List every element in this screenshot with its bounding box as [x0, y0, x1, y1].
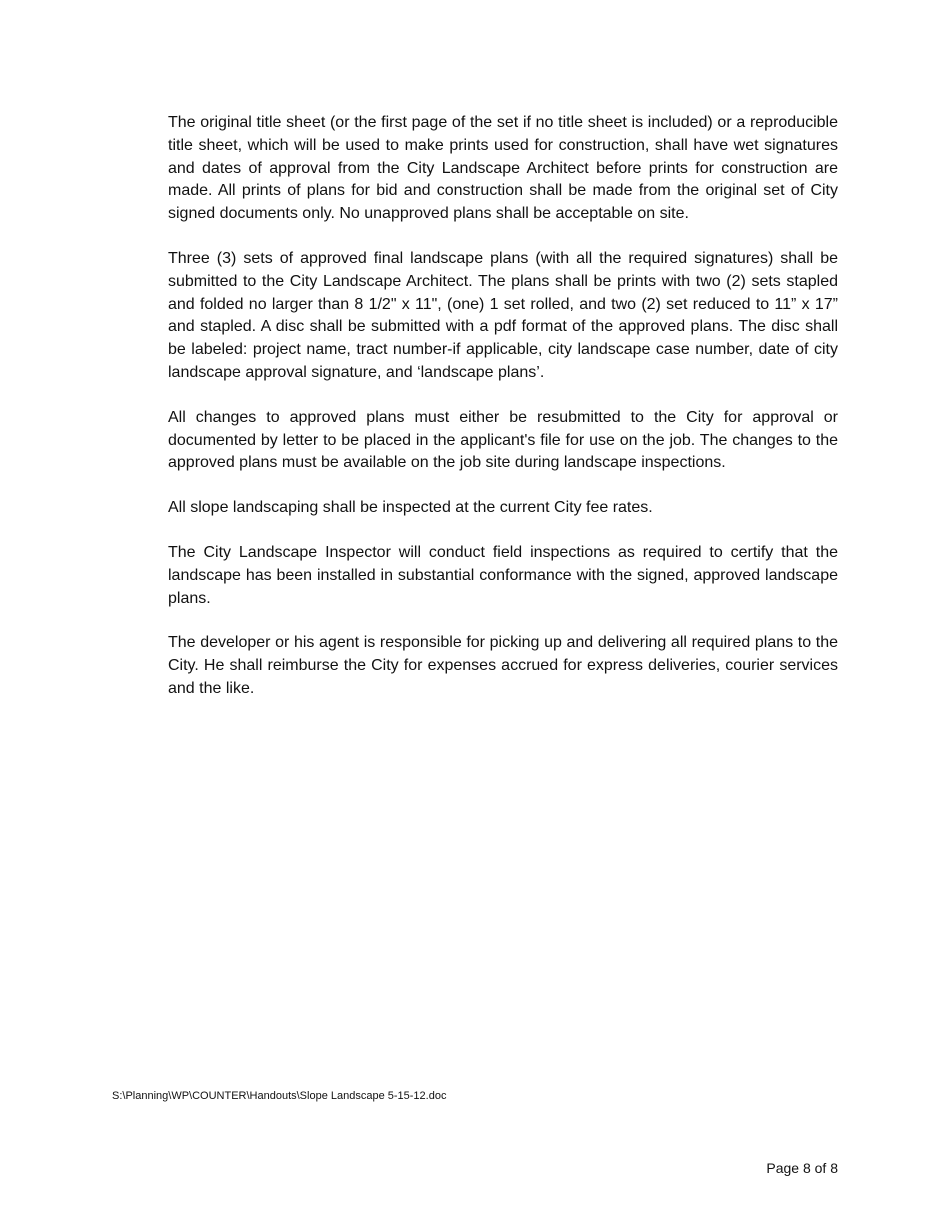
footer-file-path: S:\Planning\WP\COUNTER\Handouts\Slope Landscape 5-15-12.doc	[112, 1090, 447, 1102]
document-body	[168, 112, 838, 723]
page-number: Page 8 of 8	[766, 1160, 838, 1176]
paragraph-developer-responsibility: The developer or his agent is responsible for picking up and delivering all required plans to the City. He shall reimburse the City for expenses accrued for express deliveries, courier services and the like.	[168, 634, 838, 697]
paragraph-field-inspections: The City Landscape Inspector will conduct field inspections as required to certify that the landscape has been installed in substantial conformance with the signed, approved landscape plans.	[168, 543, 838, 607]
paragraph-slope-inspection-fees: All slope landscaping shall be inspected at the current City fee rates.	[168, 499, 653, 517]
paragraph-title-sheet-approval: The original title sheet (or the first page of the set if no title sheet is included) or a reproducible title sheet, which will be used to make prints used for construction, shall have wet signatures and dates of approval from the City Landscape Architect before prints for construction are made. All prints of plans for bid and construction shall be made from the original set of City signed documents only. No unapproved plans shall be acceptable on site.	[168, 114, 838, 223]
paragraph-plan-changes: All changes to approved plans must either be resubmitted to the City for approval or documented by letter to be placed in the applicant's file for use on the job. The changes to the approved plans must be available on the job site during landscape inspections.	[168, 408, 838, 472]
paragraph-final-plan-submittal: Three (3) sets of approved final landscape plans (with all the required signatures) shall be submitted to the City Landscape Architect. The plans shall be prints with two (2) sets stapled and folded no larger than 8 1/2" x 11", (one) 1 set rolled, and two (2) set reduced to 11” x 17” and stapled. A disc shall be submitted with a pdf format of the approved plans. The disc shall be labeled: project name, tract number-if applicable, city landscape case number, date of city landscape approval signature, and ‘landscape plans’.	[168, 249, 838, 381]
